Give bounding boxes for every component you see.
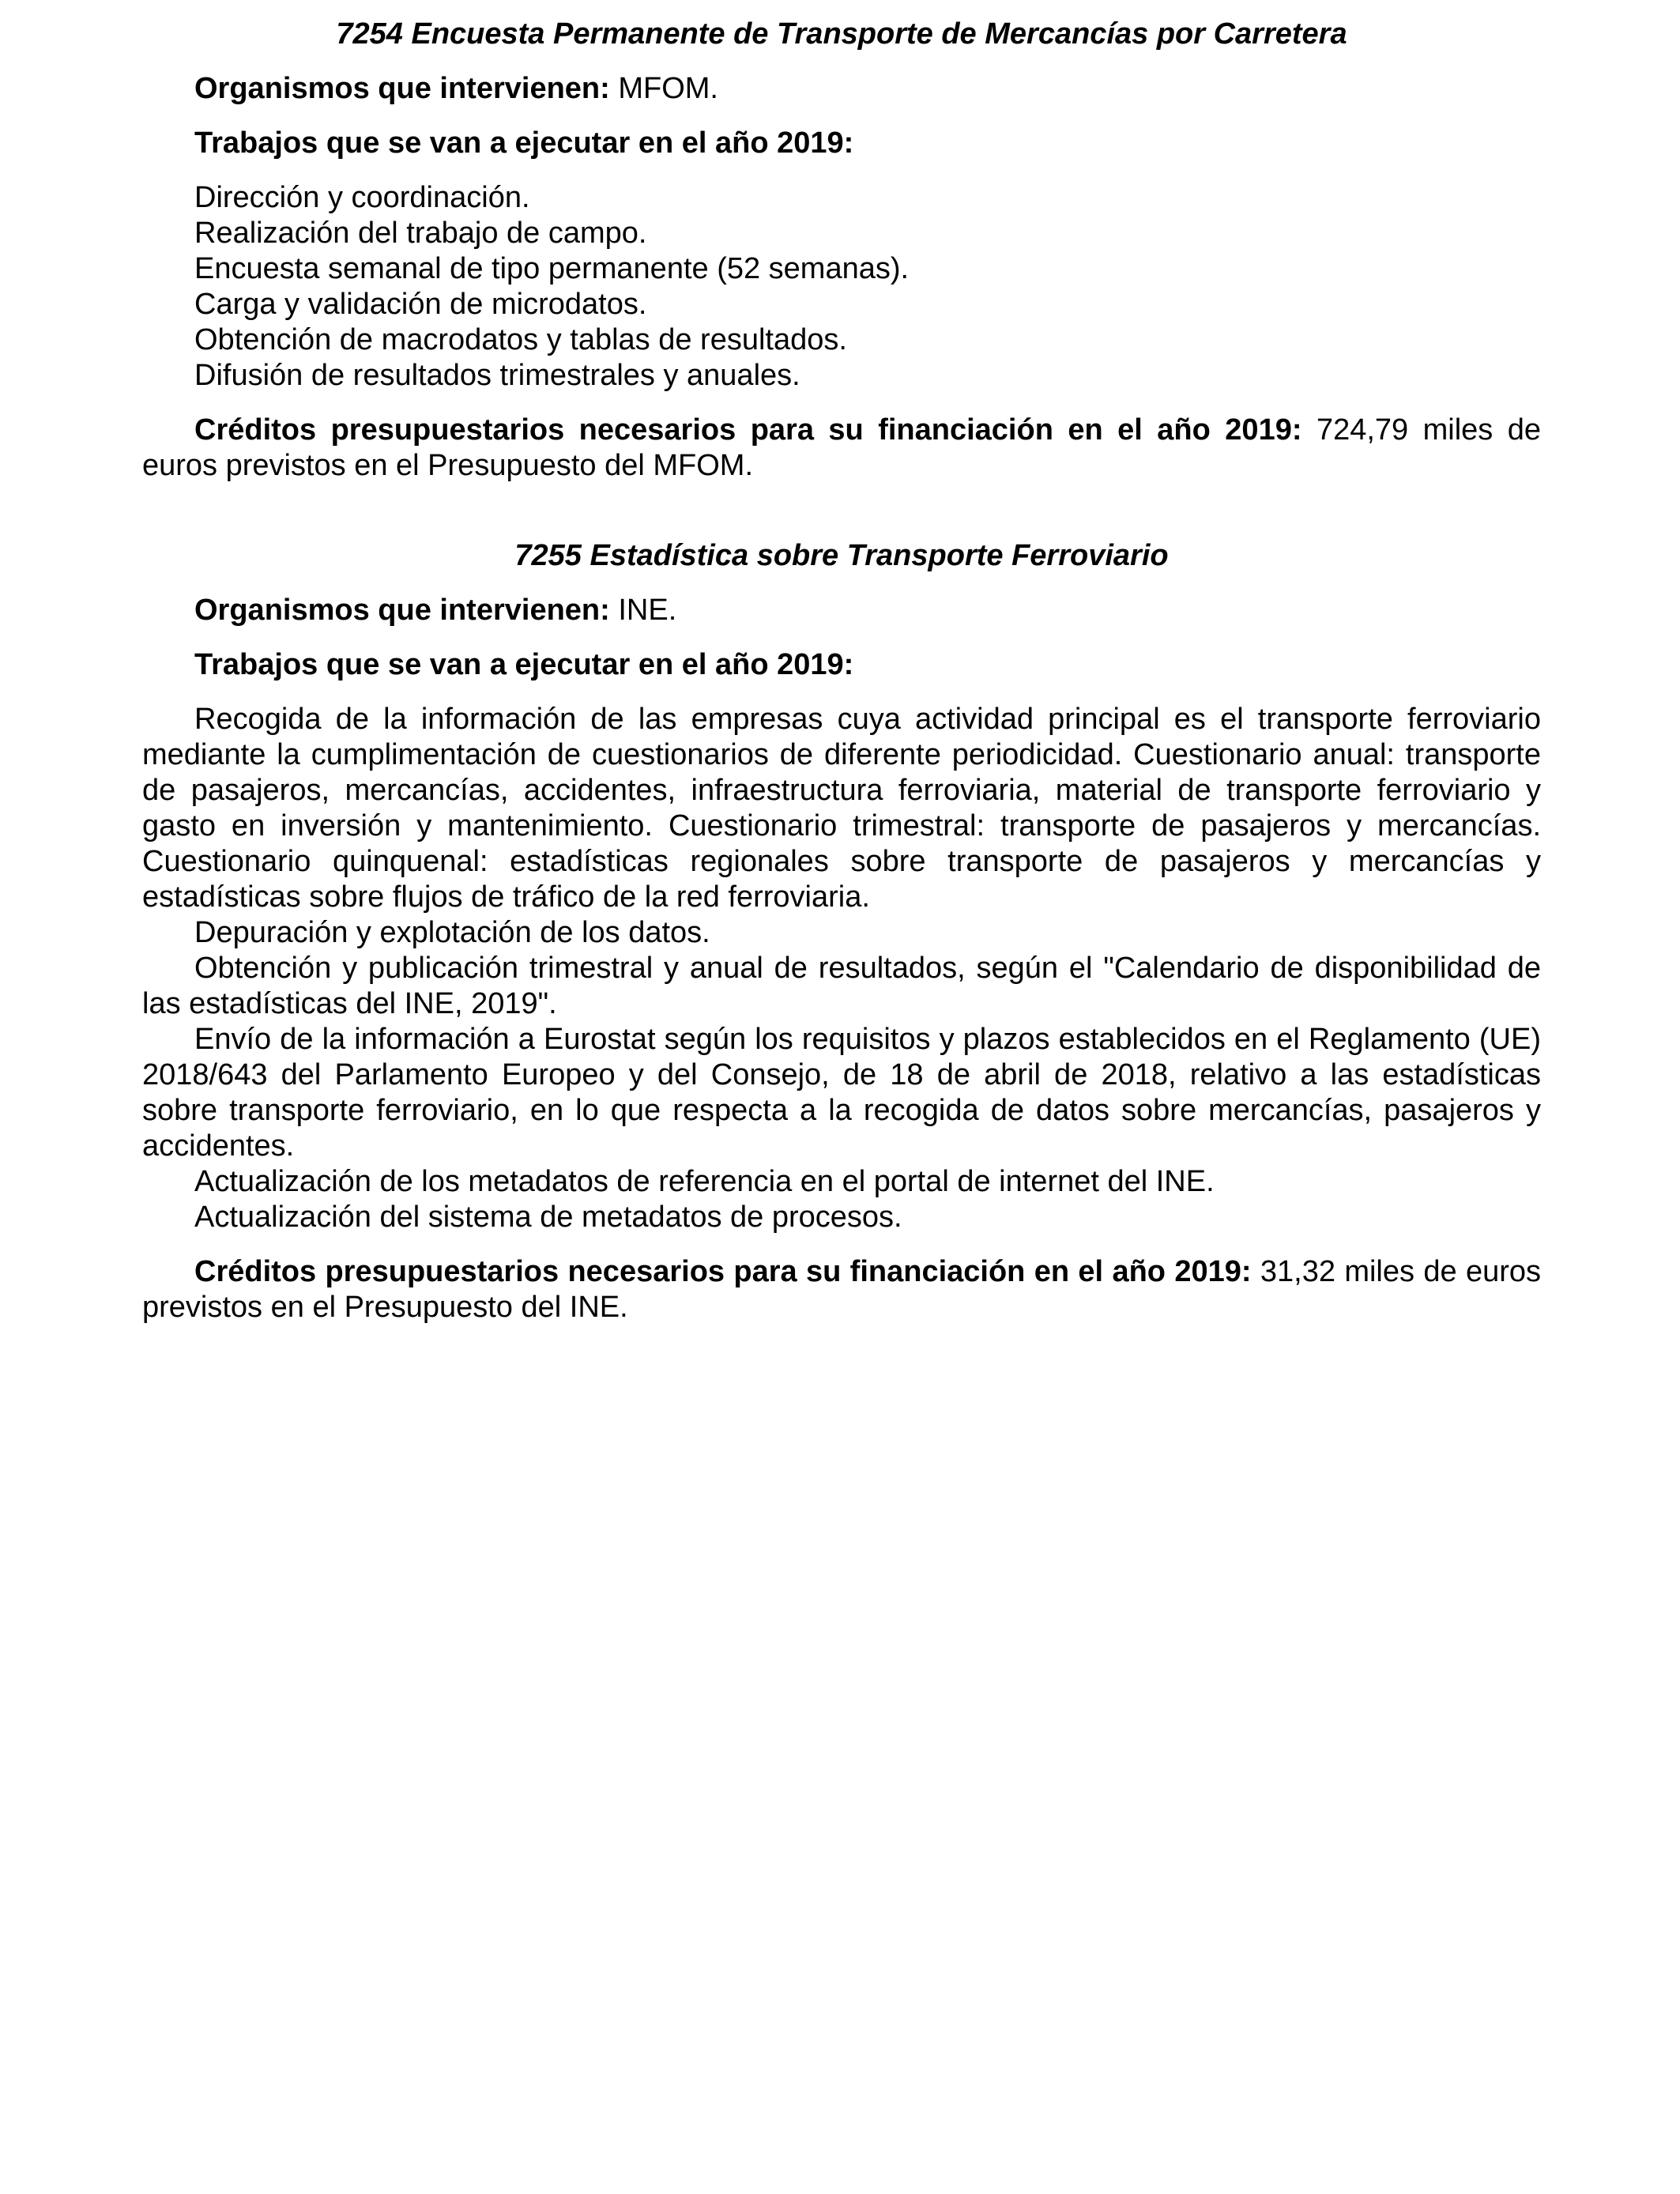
creditos-label: Créditos presupuestarios necesarios para su financiación en el año 2019:: [194, 413, 1302, 447]
trabajos-paragraph: Actualización del sistema de metadatos de procesos.: [194, 1201, 902, 1234]
section-title: 7254 Encuesta Permanente de Transporte de Mercancías por Carretera: [336, 17, 1347, 51]
list-item: Encuesta semanal de tipo permanente (52 semanas).: [194, 252, 910, 285]
list-item: Realización del trabajo de campo.: [194, 217, 647, 250]
section-7254: [142, 16, 1541, 484]
organismos-line: [142, 71, 1541, 107]
organismos-value: MFOM.: [609, 72, 718, 105]
creditos-label: Créditos presupuestarios necesarios para su financiación en el año 2019:: [194, 1255, 1252, 1288]
document-page: [142, 16, 1541, 1325]
trabajos-paragraph: Obtención y publicación trimestral y anual de resultados, según el "Calendario de disponibilidad de las estadísticas del INE, 2019".: [142, 952, 1541, 1020]
list-item: Obtención de macrodatos y tablas de resultados.: [194, 323, 847, 356]
list-item: Carga y validación de microdatos.: [194, 288, 647, 321]
creditos-value: 724,79 miles de euros previstos en el Presupuesto del MFOM.: [142, 413, 1542, 482]
trabajos-label: Trabajos que se van a ejecutar en el año 2019:: [194, 648, 854, 681]
section-7255: [142, 537, 1541, 1325]
trabajos-list: [142, 180, 1541, 394]
list-item: Difusión de resultados trimestrales y anuales.: [194, 359, 800, 392]
trabajos-paragraph: Depuración y explotación de los datos.: [194, 916, 710, 949]
organismos-label: Organismos que intervienen:: [194, 594, 610, 627]
trabajos-paragraph: Recogida de la información de las empresas cuya actividad principal es el transporte ferroviario mediante la cumplimentación de cuestionarios de diferente periodicidad. Cuestionario anual: transporte de pasajeros, mercancías, accidentes, infraestructura ferroviaria, material de transporte ferroviario y gasto en inversión y mantenimiento. Cuestionario trimestral: transporte de pasajeros y mercancías. Cuestionario quinquenal: estadísticas regionales sobre transporte de pasajeros y mercancías y estadísticas sobre flujos de tráfico de la red ferroviaria.: [142, 703, 1541, 914]
organismos-value: INE.: [609, 594, 677, 627]
creditos-paragraph: [142, 413, 1541, 484]
organismos-line: [142, 593, 1541, 628]
section-title: 7255 Estadística sobre Transporte Ferroviario: [514, 539, 1169, 572]
creditos-paragraph: [142, 1254, 1541, 1325]
organismos-label: Organismos que intervienen:: [194, 72, 610, 105]
trabajos-body: [142, 702, 1541, 1235]
trabajos-label: Trabajos que se van a ejecutar en el año 2019:: [194, 126, 854, 160]
trabajos-paragraph: Actualización de los metadatos de referencia en el portal de internet del INE.: [194, 1165, 1215, 1198]
trabajos-paragraph: Envío de la información a Eurostat según los requisitos y plazos establecidos en el Reglamento (UE) 2018/643 del Parlamento Europeo y del Consejo, de 18 de abril de 2018, relativo a las estadísticas sobre transporte ferroviario, en lo que respecta a la recogida de datos sobre mercancías, pasajeros y accidentes.: [142, 1023, 1541, 1163]
creditos-value: 31,32 miles de euros previstos en el Presupuesto del INE.: [142, 1255, 1542, 1324]
list-item: Dirección y coordinación.: [194, 181, 530, 214]
